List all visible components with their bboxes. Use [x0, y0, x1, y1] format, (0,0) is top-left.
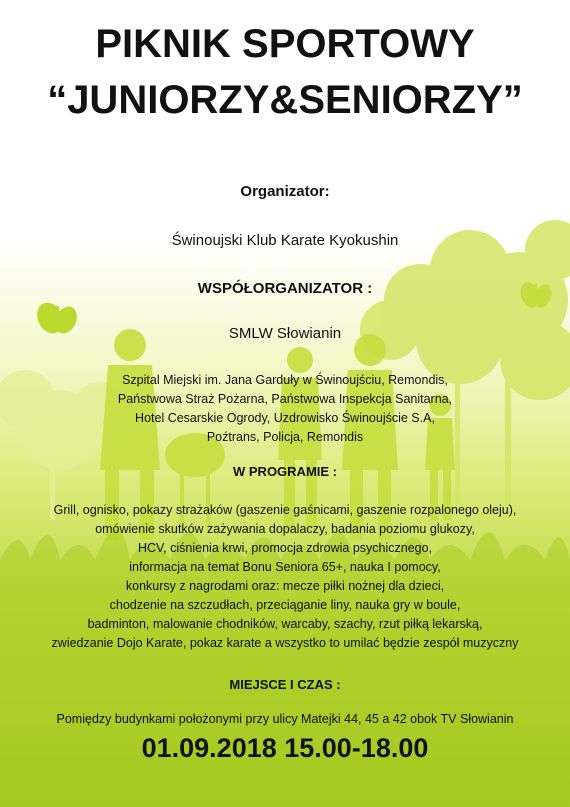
- program-line: Grill, ognisko, pokazy strażaków (gaszenie gaśnicami, gaszenie rozpalonego oleju),: [53, 503, 517, 517]
- organizer-name: Świnoujski Klub Karate Kyokushin: [171, 232, 399, 249]
- co-organizer-heading: WSPÓŁORGANIZATOR :: [197, 280, 373, 297]
- title-line-2: “JUNIORZY&SENIORZY”: [47, 78, 523, 122]
- place-time-heading: MIEJSCE I CZAS :: [229, 677, 341, 692]
- title-line-1: PIKNIK SPORTOWY: [95, 22, 475, 66]
- partner-line: Państwowa Straż Pożarna, Państwowa Inspekcja Sanitarna,: [117, 392, 453, 406]
- partner-line: Poźtrans, Policja, Remondis: [206, 430, 364, 444]
- program-heading: W PROGRAMIE :: [233, 464, 337, 479]
- partner-line: Szpital Miejski im. Jana Garduły w Świnoujściu, Remondis,: [122, 373, 448, 387]
- program-line: badminton, malowanie chodników, warcaby, szachy, rzut piłką lekarską,: [87, 617, 483, 631]
- program-list: [0, 501, 570, 653]
- location-text: Pomiędzy budynkami położonymi przy ulicy Matejki 44, 45 a 42 obok TV Słowianin: [56, 712, 514, 726]
- program-line: chodzenie na szczudłach, przeciąganie liny, nauka gry w boule,: [109, 598, 461, 612]
- organizer-heading: Organizator:: [240, 183, 330, 200]
- program-line: konkursy z nagrodami oraz: mecze piłki nożnej dla dzieci,: [125, 579, 445, 593]
- partners-list: [0, 371, 570, 447]
- co-organizer-name: SMLW Słowianin: [228, 325, 342, 342]
- program-line: zwiedzanie Dojo Karate, pokaz karate a wszystko to umilać będzie zespół muzyczny: [51, 636, 519, 650]
- partner-line: Hotel Cesarskie Ogrody, Uzdrowisko Świnoujście S.A,: [135, 411, 435, 425]
- program-line: omówienie skutków zażywania dopalaczy, badania poziomu glukozy,: [95, 522, 475, 536]
- program-line: informacja na temat Bonu Seniora 65+, nauka I pomocy,: [129, 560, 441, 574]
- event-datetime: 01.09.2018 15.00-18.00: [141, 733, 429, 763]
- program-line: HCV, ciśnienia krwi, promocja zdrowia psychicznego,: [137, 541, 433, 555]
